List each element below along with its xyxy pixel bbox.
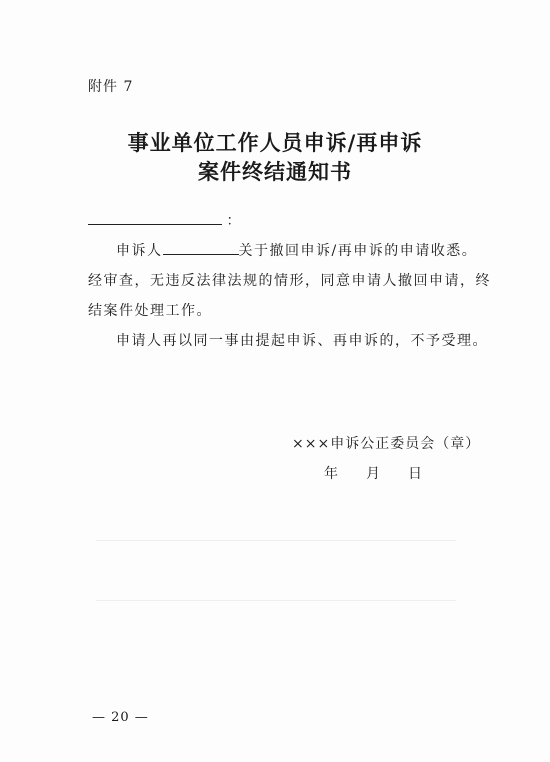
paragraph-1-text: 关于撤回申诉/再申诉的申请收悉。 [238, 243, 478, 259]
issue-date [324, 463, 422, 483]
addressee-blank [88, 212, 222, 225]
document-title-line2: 案件终结通知书 [198, 159, 352, 184]
applicant-name-blank [163, 242, 239, 255]
show-through-line [96, 600, 456, 601]
paragraph-1 [116, 240, 477, 260]
show-through-line [96, 540, 456, 541]
date-year: 年 [324, 466, 338, 482]
paragraph-2: 申请人再以同一事由提起申诉、再申诉的，不予受理。 [116, 333, 488, 349]
paragraph-1-continued: 经审查，无违反法律法规的情形，同意申请人撤回申请，终 [88, 273, 491, 289]
paragraph-1-end: 结案件处理工作。 [88, 303, 212, 319]
addressee-line [88, 210, 240, 230]
applicant-label: 申诉人 [116, 243, 163, 259]
addressee-colon: ： [226, 213, 241, 229]
date-month: 月 [366, 466, 380, 482]
page-number: — 20 — [92, 710, 149, 725]
issuer-signature: ×××申诉公正委员会（章） [292, 436, 481, 452]
date-day: 日 [408, 466, 422, 482]
attachment-label: 附件 7 [88, 79, 134, 95]
document-title-line1: 事业单位工作人员申诉/再申诉 [127, 130, 423, 155]
